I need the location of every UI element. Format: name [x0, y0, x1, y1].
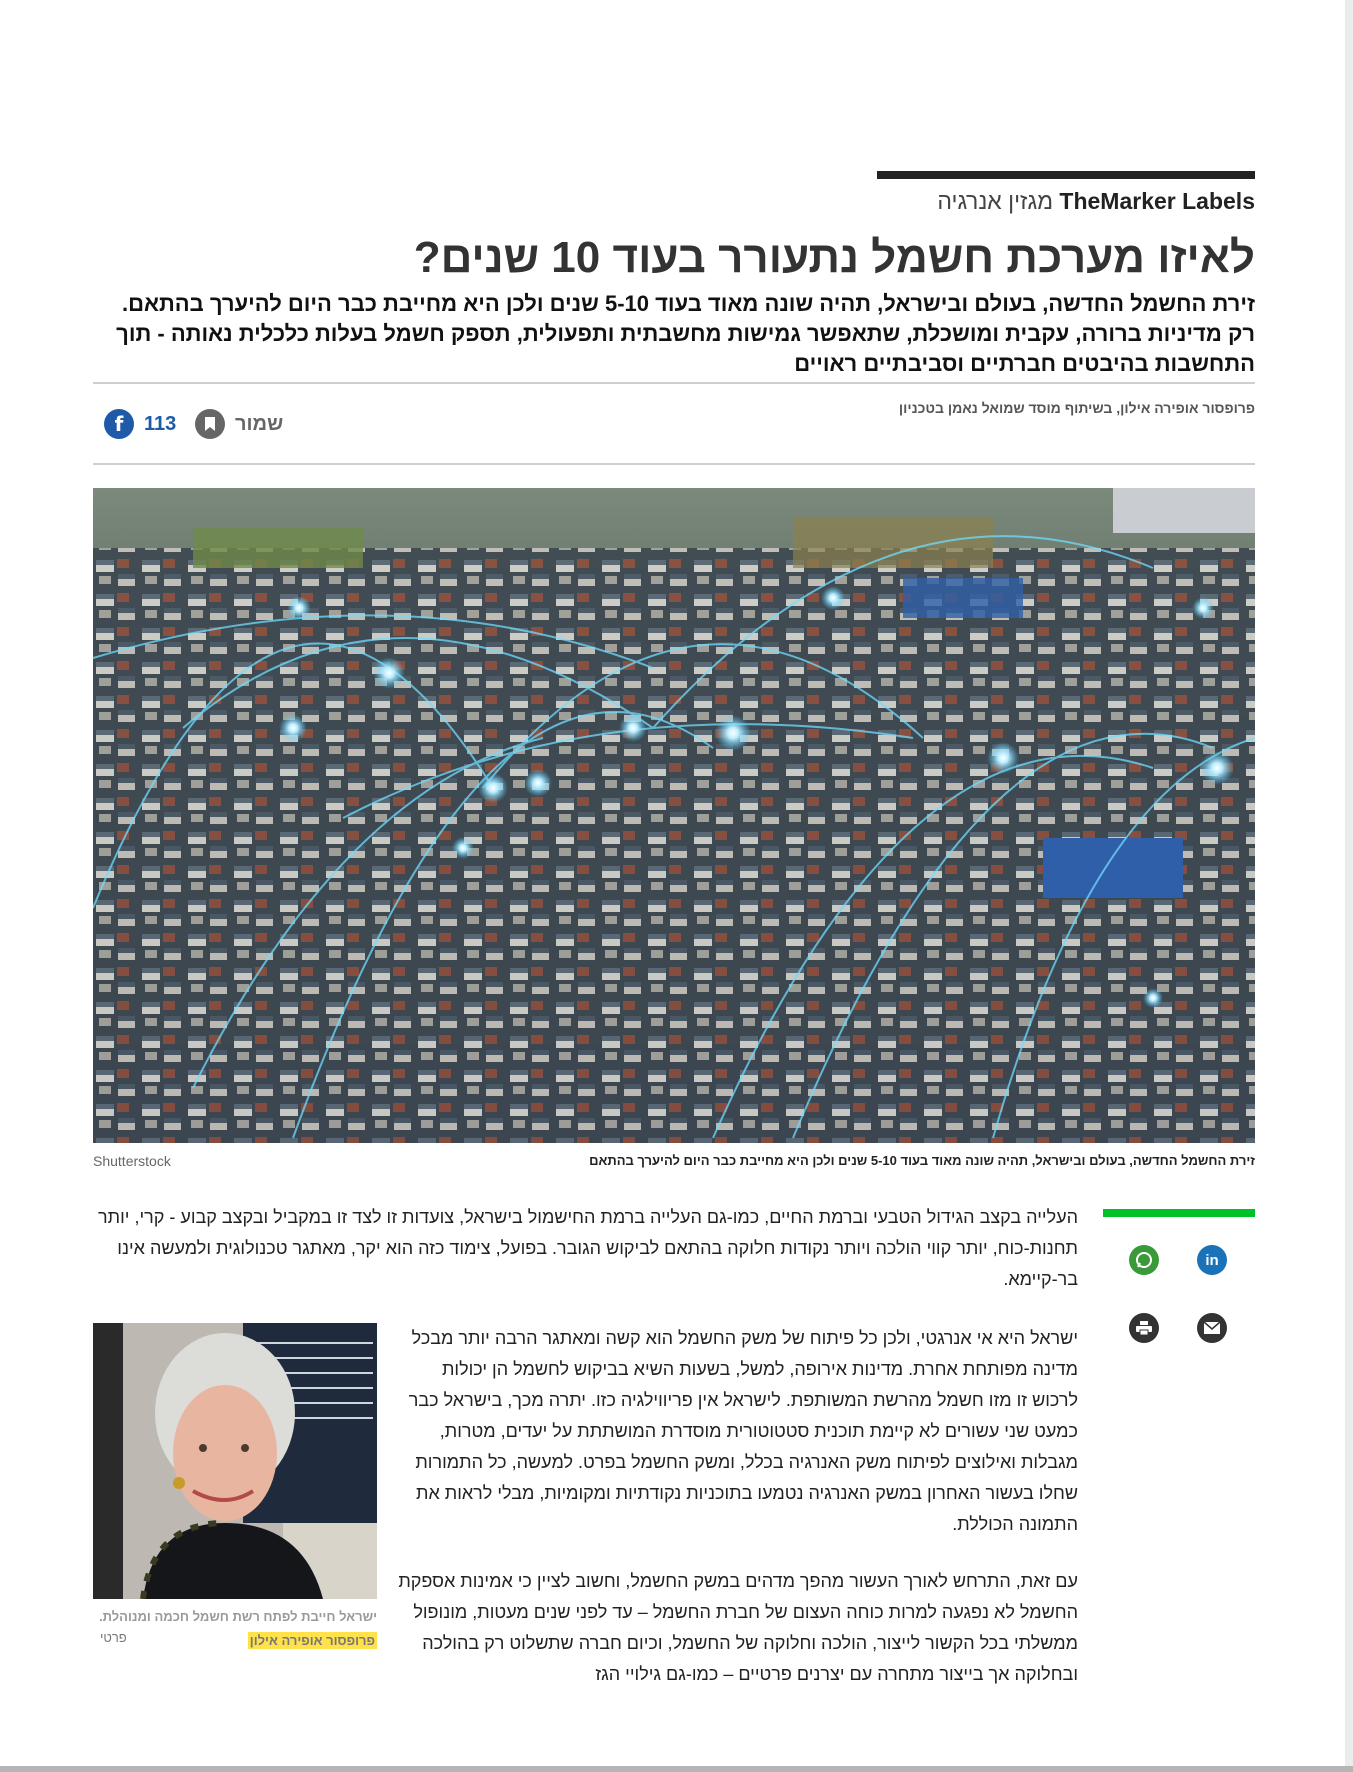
- article-byline: פרופסור אופירה אילון, בשיתוף מוסד שמואל נאמן בטכניון: [898, 400, 1255, 416]
- facebook-icon: f: [104, 409, 134, 439]
- scrollbar-track[interactable]: [1345, 0, 1353, 1772]
- article-paragraph-2: ישראל היא אי אנרגטי, ולכן כל פיתוח של משק החשמל הוא קשה ומאתגר הרבה יותר מבכל מדינה מפותחת אחרת. מדינות אירופה, למשל, בשעות השיא בביקוש לחשמל הן יכולות לרכוש זו מזו חשמל מהרשת המשותפת. לישראל אין פריווילגיה כזו. יתרה מכך, בישראל כבר כמעט שני עשורים לא קיימת תוכנית סטטוטורית מוסדרת המושתתת על יעדים, מטרות, מגבלות ואילוצים לפיתוח משק האנרגיה בכלל, ומשק החשמל בפרט. למעשה, כל התמורות שחלו בעשור האחרון במשק האנרגיה נטמעו בתוכניות נקודתיות ומקומיות, מבלי לראות את התמונה הכוללת.: [408, 1328, 1078, 1534]
- article-subheadline: זירת החשמל החדשה, בעולם ובישראל, תהיה שונה מאוד בעוד 5-10 שנים ולכן היא מחייבת כבר היום להיערך בהתאם. רק מדיניות ברורה, עקבית ומושכלת, שתאפשר גמישות מחשבתית ותפעולית, תספק חשמל בעלות כלכלית נאותה - תוך התחשבות בהיבטים חברתיים וסביבתיים ראויים: [116, 291, 1255, 376]
- header-accent-bar: [877, 171, 1255, 179]
- portrait-credit: פרטי: [100, 1630, 127, 1645]
- share-accent-bar: [1103, 1209, 1255, 1217]
- save-button[interactable]: [195, 409, 283, 439]
- divider-bottom: [93, 463, 1255, 465]
- hero-credit: Shutterstock: [93, 1153, 171, 1169]
- hero-image: [93, 488, 1255, 1143]
- article-paragraph-1: העלייה בקצב הגידול הטבעי וברמת החיים, כמו-גם העלייה ברמת החישמול בישראל, צועדות זו לצד זו במקביל ובקצב קבוע - קרי, יותר תחנות-כוח, יותר קווי הולכה ויותר נקודות חלוקה בהתאם לביקוש הגובר. בפועל, צימוד כזה הוא יקר, מאתגר טכנולוגית ולמעשה אינו בר-קיימא.: [98, 1207, 1078, 1289]
- hero-caption: זירת החשמל החדשה, בעולם ובישראל, תהיה שונה מאוד בעוד 5-10 שנים ולכן היא מחייבת כבר היום להיערך בהתאם: [589, 1153, 1255, 1168]
- author-portrait: [93, 1323, 377, 1599]
- bookmark-icon: [195, 409, 225, 439]
- whatsapp-icon[interactable]: [1129, 1245, 1159, 1275]
- print-icon[interactable]: [1129, 1313, 1159, 1343]
- brand-name[interactable]: TheMarker Labels: [1059, 188, 1255, 214]
- article-paragraph-3: עם זאת, התרחש לאורך העשור מהפך מדהים במשק החשמל, וחשוב לציין כי אמינות אספקת החשמל לא נפגעה למרות כוחה העצום של חברת החשמל – עד לפני שנים מעטות, מונופול ממשלתי בכל הקשור לייצור, הולכה וחלוקה של החשמל, וכיום חברה שתשלוט רק בהולכה ובחלוקה אך בייצור מתחרה עם יצרנים פרטיים – כמו-גם גילויי הגז: [398, 1571, 1078, 1684]
- portrait-caption-name: פרופסור אופירה אילון: [249, 1633, 375, 1648]
- section-name[interactable]: מגזין אנרגיה: [937, 188, 1054, 214]
- divider-top: [93, 382, 1255, 384]
- share-count: 113: [144, 412, 177, 435]
- brand-line: [937, 188, 1255, 215]
- save-label: שמור: [235, 412, 284, 435]
- portrait-caption: [93, 1605, 377, 1653]
- article-headline: לאיזו מערכת חשמל נתעורר בעוד 10 שנים?: [413, 233, 1255, 282]
- mail-icon[interactable]: [1197, 1313, 1227, 1343]
- facebook-share-button[interactable]: [104, 409, 176, 439]
- portrait-caption-text: ישראל חייבת לפתח רשת חשמל חכמה ומנוהלת.: [99, 1609, 377, 1624]
- linkedin-icon[interactable]: in: [1197, 1245, 1227, 1275]
- bottom-border: [0, 1766, 1353, 1772]
